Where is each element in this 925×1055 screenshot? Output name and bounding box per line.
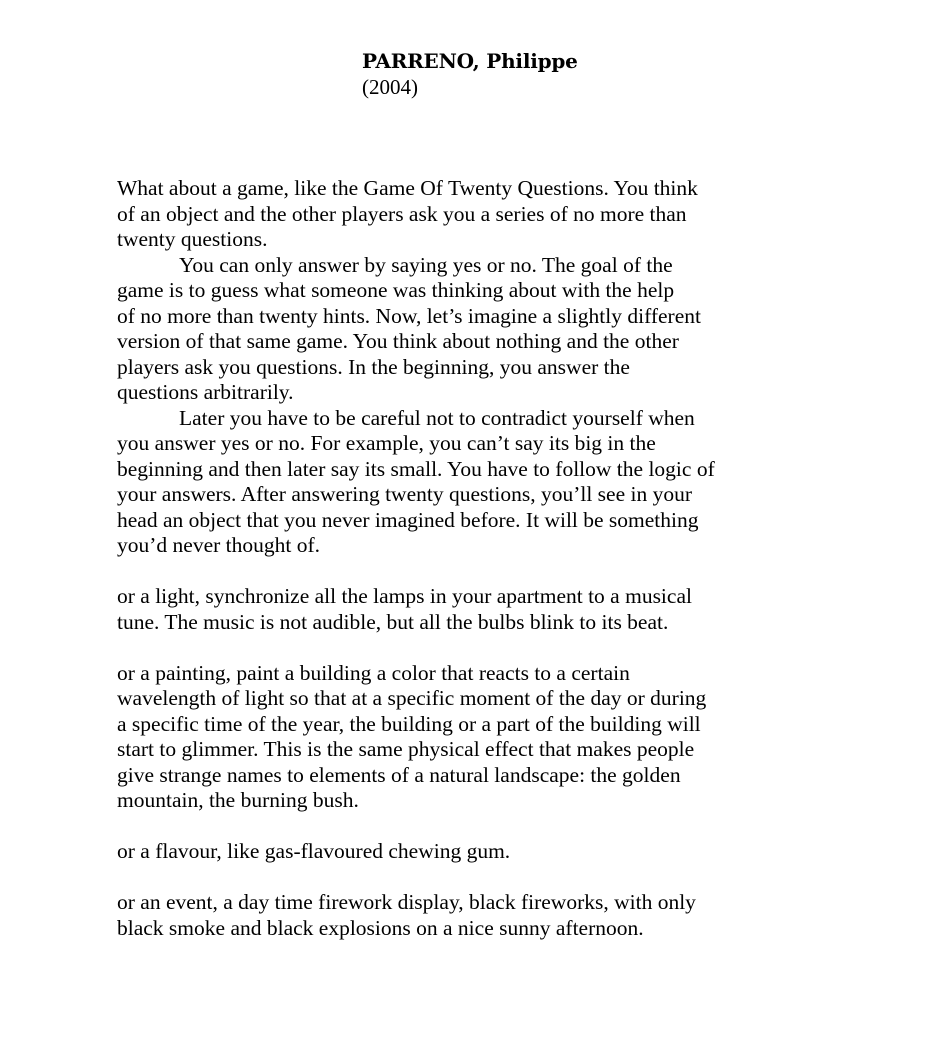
paragraph-light: or a light, synchronize all the lamps in your apartment to a musical tune. The music is not audible, but all the bulbs blink to its beat. bbox=[117, 584, 692, 634]
paragraph-intro: What about a game, like the Game Of Twenty Questions. You think of an object and the other players ask you a series of no more than twenty questions. bbox=[117, 176, 698, 251]
paragraph-logic: Later you have to be careful not to contradict yourself when you answer yes or no. For example, you can’t say its big in the beginning and then later say its small. You have to follow the logic of your answers. After answering twenty questions, you’ll see in your head an object that you never imagined before. It will be something you’d never thought of. bbox=[117, 405, 715, 557]
document-body bbox=[117, 176, 817, 941]
paragraph-painting: or a painting, paint a building a color that reacts to a certain wavelength of light so that at a specific moment of the day or during a specific time of the year, the building or a part of the building will start to glimmer. This is the same physical effect that makes people give strange names to elements of a natural landscape: the golden mountain, the burning bush. bbox=[117, 660, 707, 812]
paragraph-rules: You can only answer by saying yes or no. The goal of the game is to guess what someone was thinking about with the help of no more than twenty hints. Now, let’s imagine a slightly different version of that same game. You think about nothing and the other players ask you questions. In the beginning, you answer the questions arbitrarily. bbox=[117, 252, 701, 404]
paragraph-event: or an event, a day time firework display, black fireworks, with only black smoke and black explosions on a nice sunny afternoon. bbox=[117, 890, 696, 940]
author-name: PARRENO, Philippe bbox=[362, 49, 578, 73]
document-header bbox=[362, 48, 578, 100]
paragraph-flavour: or a flavour, like gas-flavoured chewing gum. bbox=[117, 839, 511, 863]
publication-year: (2004) bbox=[362, 75, 418, 99]
